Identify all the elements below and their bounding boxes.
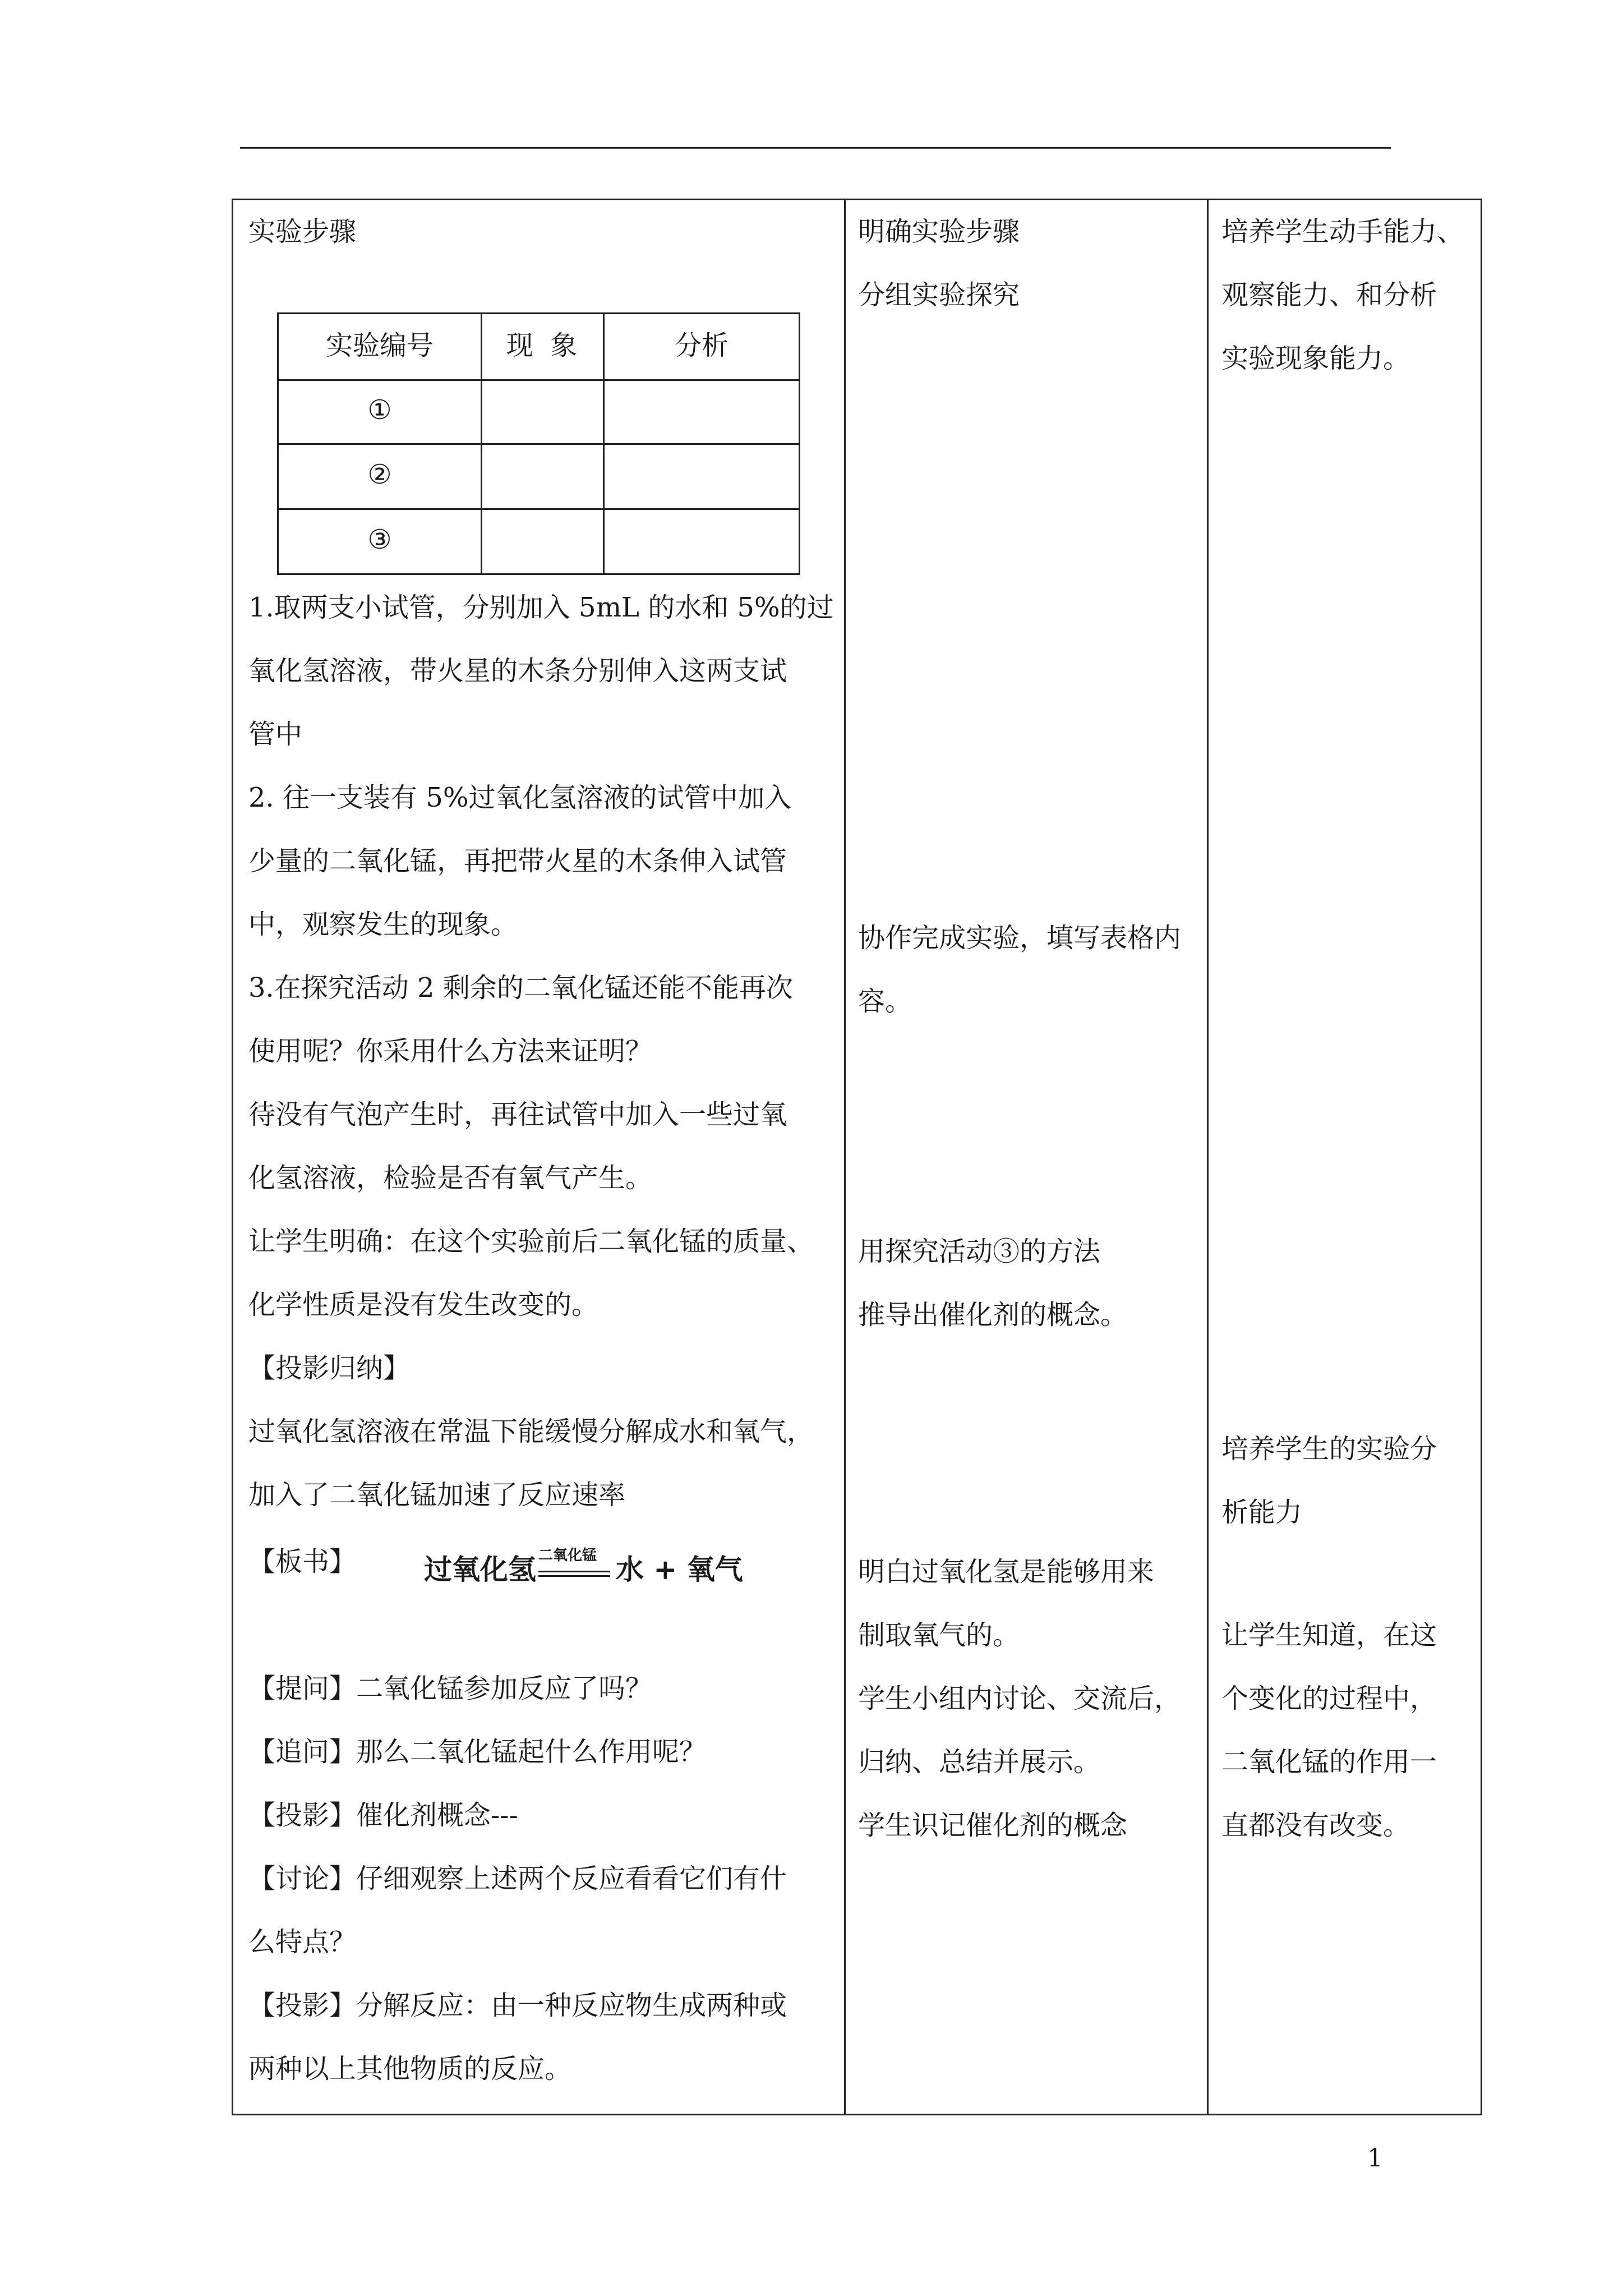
step1-line: 氧化氢溶液，带火星的木条分别伸入这两支试 [248, 655, 787, 687]
question-line: 【提问】二氧化锰参加反应了吗？ [248, 1673, 653, 1704]
student-activity-line: 学生识记催化剂的概念 [858, 1810, 1128, 1841]
step3-answer-line: 化氢溶液，检验是否有氧气产生。 [248, 1162, 653, 1194]
step2-line: 少量的二氧化锰，再把带火星的木条伸入试管 [248, 845, 787, 877]
column-divider-right [1207, 200, 1209, 2114]
student-activity-line: 明确实验步骤 [858, 216, 1020, 247]
discussion-line: 【讨论】仔细观察上述两个反应看看它们有什 [248, 1863, 787, 1894]
student-activity-line: 推导出催化剂的概念。 [858, 1299, 1128, 1331]
discussion-line: 么特点？ [248, 1926, 357, 1958]
experiment-table [277, 312, 800, 575]
student-activity-line: 学生小组内讨论、交流后， [858, 1683, 1182, 1714]
projection-line: 【投影】分解反应：由一种反应物生成两种或 [248, 1990, 787, 2021]
formula-catalyst: 二氧化锰 [538, 1547, 597, 1564]
clarify-line: 化学性质是没有发生改变的。 [248, 1289, 599, 1320]
follow-up-line: 【追问】那么二氧化锰起什么作用呢？ [248, 1736, 707, 1768]
step3-line: 使用呢？你采用什么方法来证明？ [248, 1036, 653, 1067]
design-intent-line: 观察能力、和分析 [1221, 279, 1437, 311]
design-intent-line: 析能力 [1221, 1497, 1303, 1528]
section-heading: 实验步骤 [248, 216, 357, 247]
formula-equals-bar [538, 1571, 610, 1572]
header-rule [240, 147, 1391, 149]
design-intent-line: 个变化的过程中， [1221, 1683, 1437, 1714]
student-activity-line: 归纳、总结并展示。 [858, 1746, 1101, 1778]
table-header-id: 实验编号 [325, 330, 434, 361]
summary-title: 【投影归纳】 [248, 1352, 411, 1384]
step2-line: 2. 往一支装有 5%过氧化氢溶液的试管中加入 [248, 782, 792, 813]
student-activity-line: 容。 [858, 986, 912, 1017]
table-row-line [279, 379, 799, 381]
step2-line: 中，观察发生的现象。 [248, 909, 518, 940]
design-intent-line: 直都没有改变。 [1221, 1810, 1410, 1841]
design-intent-line: 培养学生的实验分 [1221, 1433, 1437, 1465]
design-intent-line: 实验现象能力。 [1221, 343, 1410, 374]
clarify-line: 让学生明确：在这个实验前后二氧化锰的质量、 [248, 1226, 814, 1257]
summary-line: 加入了二氧化锰加速了反应速率 [248, 1479, 626, 1511]
table-row-id: ③ [367, 524, 392, 555]
design-intent-line: 让学生知道，在这 [1221, 1619, 1437, 1651]
student-activity-line: 明白过氧化氢是能够用来 [858, 1556, 1155, 1588]
student-activity-line: 协作完成实验，填写表格内 [858, 922, 1182, 954]
page-number: 1 [1367, 2144, 1383, 2173]
step1-line: 管中 [248, 719, 303, 750]
formula-reactant: 过氧化氢 [424, 1553, 536, 1586]
step3-line: 3.在探究活动 2 剩余的二氧化锰还能不能再次 [248, 972, 793, 1004]
table-row-line [279, 508, 799, 510]
projection-line: 【投影】催化剂概念--- [248, 1800, 518, 1831]
table-header-analysis: 分析 [674, 330, 728, 361]
column-divider-left [844, 200, 846, 2114]
board-label: 【板书】 [248, 1546, 357, 1577]
summary-line: 过氧化氢溶液在常温下能缓慢分解成水和氧气， [248, 1416, 814, 1447]
student-activity-line: 用探究活动③的方法 [858, 1236, 1101, 1267]
design-intent-line: 培养学生动手能力、 [1221, 216, 1464, 247]
formula-products: 水 + 氧气 [616, 1553, 743, 1586]
table-row-line [279, 443, 799, 445]
student-activity-line: 分组实验探究 [858, 279, 1020, 311]
step3-answer-line: 待没有气泡产生时，再往试管中加入一些过氧 [248, 1099, 787, 1130]
table-header-phenomenon: 现 象 [506, 330, 578, 361]
design-intent-line: 二氧化锰的作用一 [1221, 1746, 1437, 1778]
formula-equals-bar [538, 1575, 610, 1577]
table-row-id: ① [367, 394, 392, 426]
student-activity-line: 制取氧气的。 [858, 1619, 1020, 1651]
table-row-id: ② [367, 459, 392, 490]
projection-line: 两种以上其他物质的反应。 [248, 2053, 572, 2085]
step1-line: 1.取两支小试管，分别加入 5mL 的水和 5%的过 [248, 592, 834, 623]
